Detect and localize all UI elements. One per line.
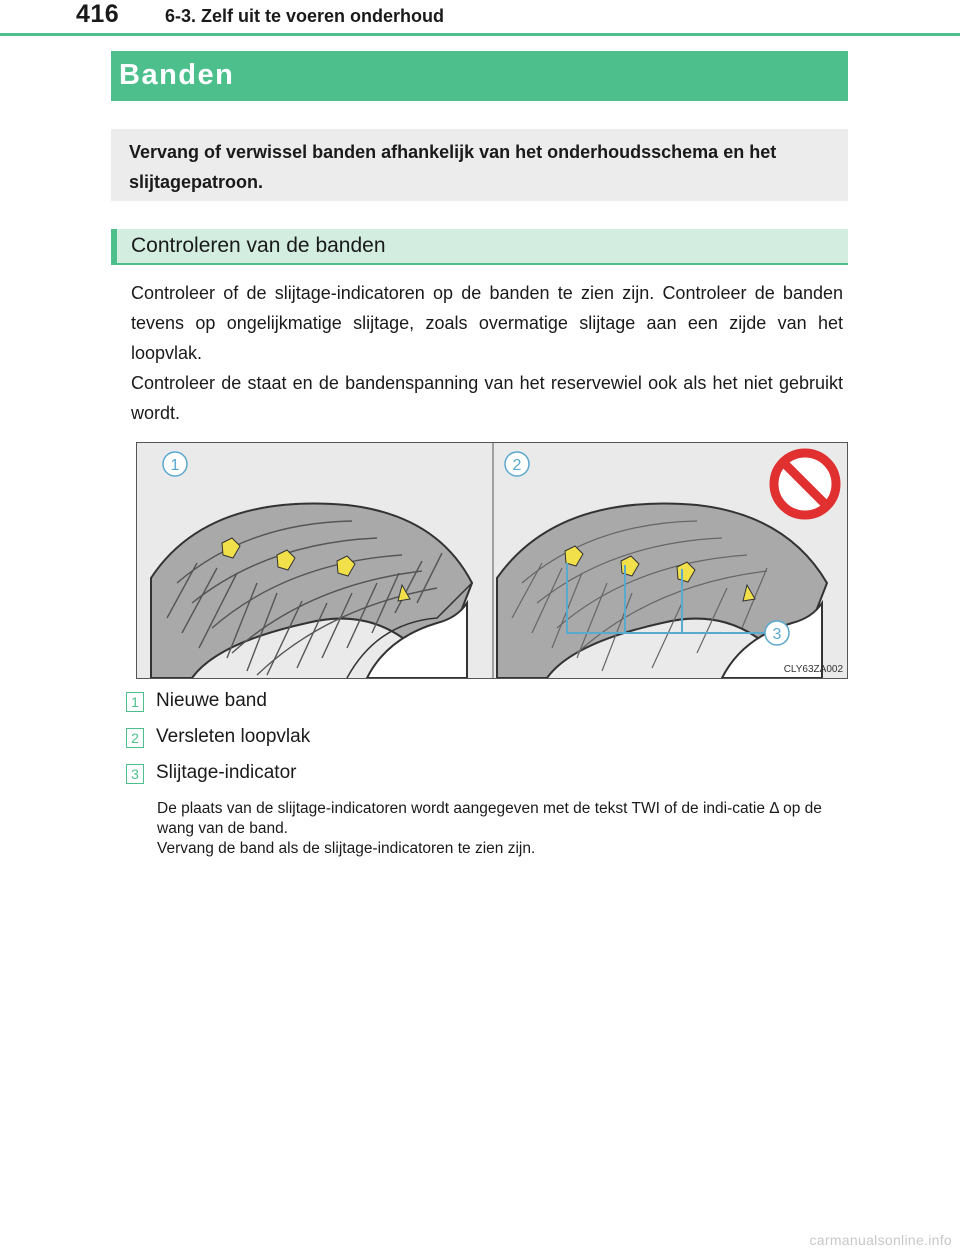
figure-code: CLY63ZA002	[783, 664, 843, 675]
callout-1	[163, 452, 187, 476]
tire-illustration	[136, 442, 848, 679]
svg-text:3: 3	[772, 626, 782, 643]
legend-label: Nieuwe band	[156, 690, 267, 711]
paragraph-1: Controleer of de slijtage-indicatoren op de banden te zien zijn. Controleer de banden tevens op ongelijkmatige slijtage, zoals overmatige slijtage aan een zijde van het loopvlak.	[131, 283, 843, 363]
watermark: carmanualsonline.info	[809, 1232, 952, 1248]
legend-number-badge: 2	[126, 728, 144, 748]
paragraph-2: Controleer de staat en de bandenspanning van het reservewiel ook als het niet gebruikt wordt.	[131, 373, 843, 423]
note-line-1: De plaats van de slijtage-indicatoren wordt aangegeven met de tekst TWI of de indi-catie Δ op de wang van de band.	[157, 800, 822, 837]
svg-text:1: 1	[170, 457, 180, 474]
subheading: Controleren van de banden	[111, 229, 848, 265]
page-title: Banden	[111, 51, 848, 101]
section-header: 6-3. Zelf uit te voeren onderhoud	[165, 6, 445, 26]
new-tire-drawing	[151, 504, 472, 678]
svg-text:2: 2	[512, 457, 522, 474]
worn-tire-drawing	[497, 504, 827, 678]
intro-box: Vervang of verwissel banden afhankelijk van het onderhoudsschema en het slijtagepatroon.	[111, 129, 848, 201]
page-number: 416	[76, 0, 120, 28]
legend-number-badge: 3	[126, 764, 144, 784]
legend-label: Slijtage-indicator	[156, 762, 297, 783]
callout-2	[505, 452, 529, 476]
note-line-2: Vervang de band als de slijtage-indicatoren te zien zijn.	[157, 840, 536, 857]
indicator-note	[157, 799, 843, 859]
callout-3	[765, 621, 789, 645]
legend-number-badge: 1	[126, 692, 144, 712]
body-text	[131, 278, 843, 428]
legend-label: Versleten loopvlak	[156, 726, 311, 747]
header-divider	[0, 33, 960, 36]
prohibition-icon	[774, 453, 836, 515]
